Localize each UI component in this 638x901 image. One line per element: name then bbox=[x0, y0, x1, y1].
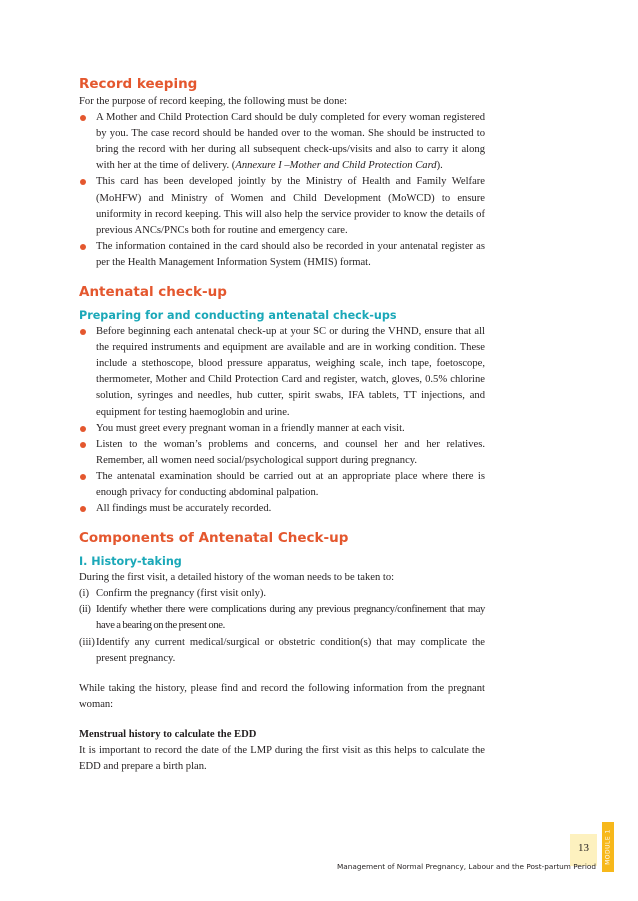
bullet-icon bbox=[80, 506, 86, 512]
list-item: Before beginning each antenatal check-up at your SC or during the VHND, ensure that all the required instruments and equipment are available and are in working condition. These include a stethoscope, blood pressure apparatus, weighing scale, inch tape, foetoscope, thermometer, Mother and Child Protection Card and register, watch, gloves, 0.5% chlorine solution, syringes and needles, hub cutter, spirit swabs, IFA tablets, TT injections, and equipment for testing haemoglobin and urine. bbox=[79, 324, 485, 421]
module-tab bbox=[602, 822, 614, 872]
bullet-icon bbox=[80, 244, 86, 250]
history-intro: During the first visit, a detailed history of the woman needs to be taken to: bbox=[79, 572, 395, 584]
antenatal-list bbox=[79, 324, 485, 517]
list-item: The information contained in the card should also be recorded in your antenatal register as per the Health Management Information System (HMIS) format. bbox=[79, 239, 485, 271]
menstrual-history-text: It is important to record the date of the LMP during the first visit as this helps to calculate the EDD and prepare a birth plan. bbox=[79, 745, 485, 773]
list-item: All findings must be accurately recorded. bbox=[79, 501, 485, 517]
list-item: (ii) Identify whether there were complications during any previous pregnancy/confinement that may have a bearing on the present one. bbox=[79, 604, 485, 632]
module-label: MODULE 1 bbox=[604, 829, 612, 865]
antenatal-subheading: Preparing for and conducting antenatal check-ups bbox=[79, 309, 397, 323]
record-keeping-list bbox=[79, 110, 485, 271]
record-keeping-intro: For the purpose of record keeping, the following must be done: bbox=[79, 96, 348, 107]
page-content bbox=[79, 72, 485, 775]
menstrual-history-heading: Menstrual history to calculate the EDD bbox=[79, 728, 257, 740]
record-keeping-heading: Record keeping bbox=[79, 76, 198, 92]
footer-title: Management of Normal Pregnancy, Labour and the Post-partum Period bbox=[337, 862, 596, 871]
bullet-icon bbox=[80, 115, 86, 121]
bullet-icon bbox=[80, 426, 86, 432]
history-list bbox=[79, 586, 485, 666]
bullet-icon bbox=[80, 179, 86, 185]
history-instructions: While taking the history, please find and record the following information from the pregnant woman: bbox=[79, 682, 485, 710]
list-item: You must greet every pregnant woman in a friendly manner at each visit. bbox=[79, 421, 485, 437]
bullet-icon bbox=[80, 474, 86, 480]
list-item: The antenatal examination should be carried out at an appropriate place where there is enough privacy for conducting abdominal palpation. bbox=[79, 469, 485, 501]
list-item: (iii) Identify any current medical/surgical or obstetric condition(s) that may complicate the present pregnancy. bbox=[79, 636, 485, 664]
bullet-icon bbox=[80, 442, 86, 448]
list-item: Listen to the woman’s problems and concerns, and counsel her and her relatives. Remember, all women need social/psychological support during pregnancy. bbox=[79, 437, 485, 469]
bullet-icon bbox=[80, 329, 86, 335]
history-taking-subheading: I. History-taking bbox=[79, 555, 182, 569]
page-number: 13 bbox=[578, 842, 589, 854]
components-heading: Components of Antenatal Check-up bbox=[79, 530, 349, 547]
list-item: (i) Confirm the pregnancy (first visit only). bbox=[79, 588, 267, 600]
antenatal-heading: Antenatal check-up bbox=[79, 284, 227, 301]
list-item: This card has been developed jointly by the Ministry of Health and Family Welfare (MoHFW) and Ministry of Women and Child Development (MoWCD) to ensure uniformity in record keeping. This will also help the service provider to know the details of previous ANCs/PNCs both for routine and emergency care. bbox=[79, 174, 485, 238]
list-item: A Mother and Child Protection Card should be duly completed for every woman registered by you. The case record should be handed over to the woman. She should be instructed to bring the record with her during all subsequent check-ups/visits and also to carry it along with her at the time of delivery. (Annexure I –Mother and Child Protection Card). bbox=[79, 110, 485, 174]
